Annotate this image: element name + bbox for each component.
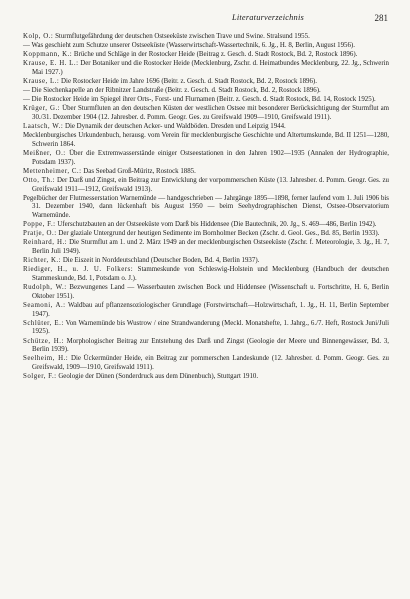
entry-text: Die Eiszeit in Norddeutschland (Deutscher Boden, Bd. 4, Berlin 1937). (62, 257, 260, 265)
entry-text: Pegelbücher der Flutmesserstation Warnemünde — handgeschrieben — Jahrgänge 1895—1898, ferner laufend vom 1. Juli 1906 bis 31. Dezember 1940, dann lückenhaft bis August 1950 — beim Seehydrographischen Dienst, Ostsee-Observatorium Warnemünde. (23, 194, 389, 220)
bibliography-entry (23, 60, 389, 77)
bibliography-entry (23, 168, 389, 177)
bibliography-entry (23, 302, 389, 319)
running-title: Literaturverzeichnis (232, 13, 304, 22)
bibliography-entry (23, 177, 389, 194)
entry-author: Schütze, H.: (23, 337, 64, 345)
bibliography-entry (23, 338, 389, 355)
entry-text: Von Warnemünde bis Wustrow / eine Strandwanderung (Meckl. Monatshefte, 1. Jahrg., 6./7. Heft, Rostock Juni/Juli 1925). (32, 319, 389, 336)
entry-author: Seelheim, H.: (23, 355, 69, 363)
bibliography-entry (23, 373, 389, 382)
entry-text: Der Darß und Zingst, ein Beitrag zur Entwicklung der vorpommerschen Küste (13. Jahresber. d. Pomm. Geogr. Ges. zu Greifswald 1911—1912, Greifswald 1913). (32, 176, 389, 193)
entry-text: Das Seebad Groß-Müritz, Rostock 1885. (83, 167, 196, 175)
entry-text: Sturmflutgefährdung der deutschen Ostseeküste zwischen Trave und Swine. Stralsund 1955. (55, 33, 310, 40)
bibliography-entry (23, 257, 389, 266)
entry-text: Die Rostocker Heide im Jahre 1696 (Beitr. z. Gesch. d. Stadt Rostock, Bd. 2, Rostock 1896). (61, 78, 317, 86)
bibliography-list (23, 33, 389, 382)
entry-author: Krause, L.: (23, 78, 60, 86)
entry-author: Solger, F.: (23, 373, 57, 381)
entry-author: Otto, Th.: (23, 176, 56, 184)
entry-author: Richter, K.: (23, 257, 62, 265)
entry-text: Geologie der Dünen (Sonderdruck aus dem Dünenbuch), Stuttgart 1910. (58, 373, 259, 381)
page-number: 281 (374, 13, 388, 23)
entry-text: Brüche und Schläge in der Rostocker Heide (Beitrag z. Gesch. d. Stadt Rostock, Bd. 2, Rostock 1896). (73, 51, 358, 59)
bibliography-entry (23, 105, 389, 122)
bibliography-entry (23, 284, 389, 301)
entry-author: Seamoni, A.: (23, 301, 66, 309)
entry-text: Die Dynamik der deutschen Acker- und Waldböden. Dresden und Leipzig 1944. (65, 123, 286, 131)
entry-text: Die Ückermünder Heide, ein Beitrag zur pommerschen Landeskunde (12. Jahresber. d. Pomm. Geogr. Ges. zu Greifswald, 1909—1910, Greifswald 1911). (32, 355, 389, 371)
entry-text: Waldbau auf pflanzensoziologischer Grundlage (Forstwirtschaft—Holzwirtschaft, 1. Jg., H. 11, Berlin September 1947). (32, 301, 389, 318)
entry-text: Mecklenburgisches Urkundenbuch, herausg. vom Verein für mecklenburgische Geschichte und Altertumskunde, Bd. II 1251—1280, Schwerin 1864. (23, 132, 389, 148)
entry-author: Meißner, O.: (23, 150, 66, 158)
entry-text: — Die Rostocker Heide im Spiegel ihrer Orts-, Forst- und Flurnamen (Beitr. z. Gesch. d. Stadt Rostock, Bd. 14, Rostock 1925). (23, 96, 376, 104)
bibliography-entry (23, 42, 389, 51)
bibliography-entry (23, 221, 389, 230)
bibliography-entry (23, 230, 389, 239)
entry-author: Koppmann, K.: (23, 51, 73, 59)
entry-author: Rudolph, W.: (23, 284, 67, 292)
bibliography-entry (23, 320, 389, 337)
bibliography-entry (23, 123, 389, 132)
entry-author: Laatsch, W.: (23, 123, 64, 131)
entry-author: Poppe, F.: (23, 221, 56, 229)
entry-text: Der Botaniker und die Rostocker Heide (Mecklenburg, Zschr. d. Heimatbundes Mecklenburg, 22. Jg., Schwerin Mai 1927.) (32, 60, 389, 76)
bibliography-entry (23, 266, 389, 283)
entry-text: — Was geschieht zum Schutze unserer Ostseeküste (Wasserwirtschaft-Wassertechnik, 6. Jg., H. 8, Berlin, August 1956). (23, 42, 355, 50)
bibliography-entry (23, 355, 389, 372)
entry-text: Die Sturmflut am 1. und 2. März 1949 an der mecklenburgischen Ostseeküste (Zschr. f. Meteorologie, 3. Jg., H. 7, Berlin Juli 1949). (32, 239, 389, 256)
entry-author: Pratje, O.: (23, 230, 57, 238)
entry-author: Schlüter, E.: (23, 319, 64, 327)
entry-text: — Die Siechenkapelle an der Ribnitzer Landstraße (Beitr. z. Gesch. d. Stadt Rostock, Bd. 2, Rostock 1896). (23, 87, 321, 95)
bibliography-entry (23, 33, 389, 42)
entry-author: Reinhard, H.: (23, 239, 68, 247)
entry-text: Über die Extremwasserstände einiger Ostseestationen in den Jahren 1902—1935 (Annalen der Hydrographie, Potsdam 1937). (32, 150, 389, 166)
entry-text: Stammeskunde von Schleswig-Holstein und Mecklenburg (Handbuch der deutschen Stammeskunde, Bd. 1, Potsdam o. J.). (32, 266, 389, 283)
entry-text: Über Sturmfluten an den deutschen Küsten der westlichen Ostsee mit besonderer Berücksichtigung der Sturmflut am 30./31. Dezember 1904 (12. Jahresber. d. Pomm. Geogr. Ges. zu Greifswald 1909—1910, Greifswald 1911). (32, 105, 389, 122)
entry-text: Bezwungenes Land — Wasserbauten zwischen Bock und Hiddensee (Wissenschaft u. Fortschritte, H. 6, Berlin Oktober 1951). (32, 284, 389, 300)
bibliography-entry (23, 96, 389, 105)
entry-text: Morphologischer Beitrag zur Entstehung des Darß und Zingst (Geologie der Meere und Binnengewässer, Bd. 3, Berlin 1939). (32, 337, 389, 354)
bibliography-entry (23, 239, 389, 256)
bibliography-entry (23, 132, 389, 149)
entry-author: Mettenheimer, C.: (23, 167, 82, 175)
entry-author: Krause, E. H. L.: (23, 60, 79, 68)
entry-author: Krüger, G.: (23, 105, 61, 113)
bibliography-entry (23, 78, 389, 87)
bibliography-entry (23, 195, 389, 221)
entry-text: Uferschutzbauten an der Ostseeküste vom Darß bis Hiddensee (Die Bautechnik, 20. Jg., S. 469—486, Berlin 1942). (57, 221, 377, 229)
bibliography-entry (23, 150, 389, 167)
entry-author: Kolp, O.: (23, 33, 54, 40)
entry-author: Riediger, H., u. J. U. Folkers: (23, 266, 134, 274)
bibliography-entry (23, 87, 389, 96)
page-header (42, 13, 388, 27)
entry-text: Der glaziale Untergrund der heutigen Sedimente im Bornholmer Becken (Zschr. d. Geol. Ges., Bd. 85, Berlin 1933). (58, 230, 380, 238)
bibliography-entry (23, 51, 389, 60)
